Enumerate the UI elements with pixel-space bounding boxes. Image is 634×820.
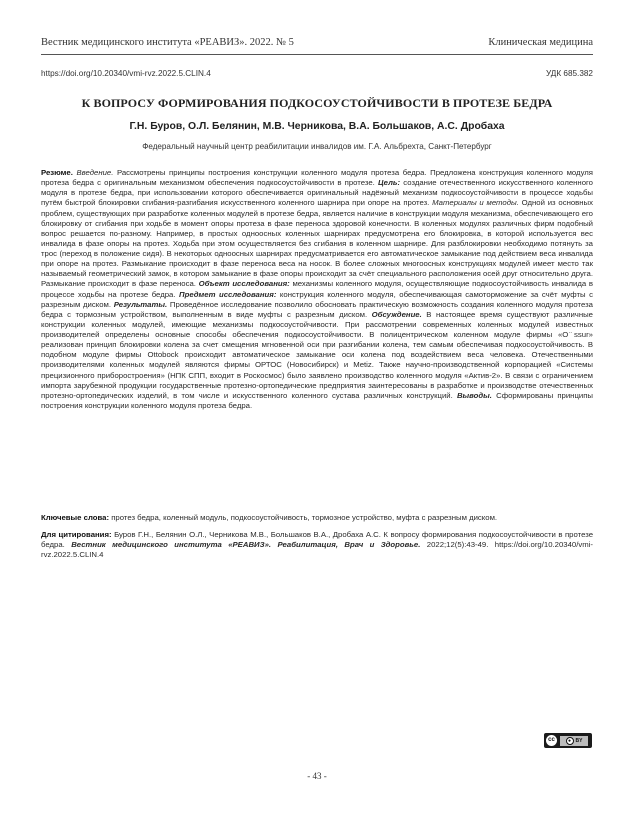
section-name: Клиническая медицина (488, 37, 593, 48)
methods-text: Одной из основных проблем, существующих при разработке коленных модулей в протезе бедра, является наличие в конструкции модуля механизма, обеспечивающего его блокировку от сгибания при ходьбе в момент опоры протеза в фазе переноса здоровой конечности. В коленных модулях различных фирм подобный вопрос решается по-разному. Например, в простых одноосных коленных шарнирах предусмотрена его блокировка, в которой используется вес инвалида в фазе опоры на протез. Ходьба при этом осуществляется без сгибания в коленном шарнире. Для разблокировки необходимо потянуть за трос (переход в положение сидя). В некоторых одноосных шарнирах предусматривается его автоматическое замыкание под действием веса инвалида при опоре на протез. Размыкание происходит в фазе переноса веса на носок. В более сложных многоосных конструкциях модулей имеет место так называемый геометрический замок, в котором замыкание в фазе опоры происходит за счёт специального расположения осей друг относительно друга. Размыкание происходит в фазе переноса. (41, 198, 594, 289)
udc-code: УДК 685.382 (545, 69, 593, 78)
header-divider (41, 54, 593, 55)
citation-label: Для цитирования: (41, 530, 112, 539)
discussion-text: В настоящее время существуют различные конструкции коленных модулей, имеющие механизмы подкосоустойчивости. При рассмотрении современных коленных модулей известных производителей определены основные способы обеспечения подкосоустойчивости. В полицентрическом коленном модуле фирмы «О ̈ssur» реализован принцип блокировки колена за счет смещения мгновенной оси при разгибании колена, тем самым обеспечивая подкосоустойчивость. В подобном модуле фирмы Ottobock происходит автоматическое замыкание оси колена под воздействием веса человека. Отечественными производителями коленных модулей являются фирмы ОРТОС (Новосибирск) и Metiz. Также научно-производственной корпорацией «Системы прецизионного приборостроения» (НПК СПП, входит в Роскосмос) было заявлено производство коленного модуля «Актив-2». В связи с ограничением импорта зарубежной продукции государственные протезно-ортопедические предприятия заинтересованы в разработке и производстве отечественных протезно-ортопедических изделий, в том числе и искусственного коленного сустава различных конструкций. (41, 309, 593, 400)
journal-name: Вестник медицинского института «РЕАВИЗ». 2022. № 5 (41, 37, 294, 48)
citation-journal: Вестник медицинского института «РЕАВИЗ». Реабилитация, Врач и Здоровье. (71, 540, 421, 550)
subject-label: Предмет исследования: (179, 289, 277, 299)
discussion-label: Обсуждение. (371, 309, 422, 319)
aim-label: Цель: (378, 178, 401, 188)
abstract (41, 168, 593, 411)
methods-label: Материалы и методы. (432, 198, 519, 208)
abstract-lead: Резюме. (41, 168, 73, 177)
person-icon: ● (566, 737, 574, 745)
article-title: К ВОПРОСУ ФОРМИРОВАНИЯ ПОДКОСОУСТОЙЧИВОСТИ В ПРОТЕЗЕ БЕДРА (81, 96, 553, 110)
doi-link[interactable]: https://doi.org/10.20340/vmi-rvz.2022.5.CLIN.4 (41, 69, 211, 78)
intro-label: Введение. (76, 168, 114, 177)
conclusions-text: Сформированы принципы построения конструкции коленного модуля протеза бедра. (41, 390, 593, 410)
running-header (41, 37, 593, 53)
subject-text: конструкция коленного модуля, обеспечивающая самоторможение за счёт муфты с разрезным диском. (41, 289, 593, 309)
citation-authors-title: Буров Г.Н., Белянин О.Л., Черникова М.В., Большаков В.А., Дробаха А.С. К вопросу формирования подкосоустойчивости в протезе бедра. (41, 530, 594, 550)
keywords-text: протез бедра, коленный модуль, подкосоустойчивость, тормозное устройство, муфта с разрезным диском. (109, 513, 498, 522)
authors: Г.Н. Буров, О.Л. Белянин, М.В. Черникова, В.А. Большаков, А.С. Дробаха (129, 121, 505, 132)
page-number: - 43 - (307, 771, 327, 781)
aim-text: создание отечественного искусственного коленного модуля в протезе бедра, при использовании которого обеспечивается оригинальный надёжный механизм подкосоустойчивости в процессе ходьбы путём быстрой блокировки сгибания-разгибания искусственного коленного шарнира при опоре на протез. (41, 178, 593, 208)
affiliation: Федеральный научный центр реабилитации инвалидов им. Г.А. Альбрехта, Санкт-Петербург (142, 142, 492, 151)
keywords (41, 513, 593, 523)
intro-text: Рассмотрены принципы построения конструкции коленного модуля протеза бедра. Предложена конструкция коленного модуля протеза бедра с оригинальным механизмом обеспечения подкосоустойчивости в протезе. (41, 168, 593, 188)
object-label: Объект исследования: (198, 279, 290, 289)
citation-details[interactable]: 2022;12(5):43-49. https://doi.org/10.20340/vmi-rvz.2022.5.CLIN.4 (41, 540, 593, 560)
citation (41, 530, 593, 560)
cc-by-license-badge[interactable] (544, 733, 592, 748)
results-text: Проведённое исследование позволило обосновать практическую возможность создания коленного модуля протеза бедра с тормозным устройством, выполненным в виде муфты с разрезным диском. (41, 299, 593, 319)
by-icon-box (560, 736, 588, 746)
by-label: BY (575, 737, 583, 744)
conclusions-label: Выводы. (456, 390, 492, 400)
results-label: Результаты. (113, 299, 168, 309)
keywords-label: Ключевые слова: (41, 513, 110, 522)
object-text: механизмы коленного модуля, осуществляющие подкосоустойчивость инвалида в процессе ходьбы на протезе бедра. (41, 279, 594, 299)
cc-icon: cc (546, 735, 557, 746)
